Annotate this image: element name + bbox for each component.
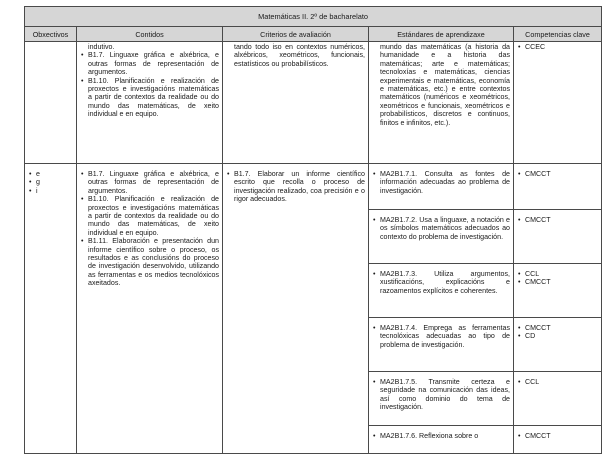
standard-item: • MA2B1.7.6. Reflexiona sobre o: [372, 432, 510, 440]
objective-item: • g: [28, 178, 73, 186]
competence-item: • CMCCT: [517, 170, 598, 178]
criteria-item: • B1.7. Elaborar un informe científico escrito que recolla o proceso de investigación realizado, coa precisión e o rigor adecuados.: [226, 170, 365, 204]
standard-cell: [369, 264, 514, 318]
objective-item: • i: [28, 187, 73, 195]
competences-cell: [514, 426, 602, 454]
contents-item: • B1.10. Planificación e realización de proxectos e investigacións matemáticas a partir de contextos da realidade ou do mundo das matemáticas, de xeito individual e en equipo.: [80, 195, 219, 237]
standard-item: • MA2B1.7.2. Usa a linguaxe, a notación e os símbolos matemáticos adecuados ao contexto do problema de investigación.: [372, 216, 510, 241]
standard-item: • MA2B1.7.3. Utiliza argumentos, xustificacións, explicacións e razoamentos explícitos e coherentes.: [372, 270, 510, 295]
criteria-cell: [223, 164, 369, 454]
competence-item: • CMCCT: [517, 216, 598, 224]
standard-item: • MA2B1.7.4. Emprega as ferramentas tecnolóxicas adecuadas ao tipo de problema de investigación.: [372, 324, 510, 349]
standard-cell: [369, 372, 514, 426]
standards-cell: [369, 42, 514, 164]
curriculum-table: [24, 6, 602, 454]
competences-cell: [514, 210, 602, 264]
contents-lead: indutivo.: [88, 43, 115, 51]
header-competences: Competencias clave: [514, 27, 602, 42]
header-standards: Estándares de aprendizaxe: [369, 27, 514, 42]
objective-item: • e: [28, 170, 73, 178]
table-row: [25, 164, 602, 210]
competence-item: • CMCCT: [517, 432, 598, 440]
competences-cell: [514, 264, 602, 318]
table-title: Matemáticas II. 2º de bacharelato: [25, 7, 602, 27]
contents-cell: [77, 164, 223, 454]
contents-cell: [77, 42, 223, 164]
standard-item: • MA2B1.7.5. Transmite certeza e seguridade na comunicación das ideas, así como dominio do tema de investigación.: [372, 378, 510, 412]
objectives-cell: [25, 42, 77, 164]
criteria-cell: [223, 42, 369, 164]
competences-cell: [514, 372, 602, 426]
standard-cell: [369, 426, 514, 454]
competence-item: • CCL: [517, 378, 598, 386]
header-contents: Contidos: [77, 27, 223, 42]
contents-item: • B1.10. Planificación e realización de proxectos e investigacións matemáticas a partir de contextos da realidade ou do mundo das matemáticas, de xeito individual e en equipo.: [80, 77, 219, 119]
competence-item: • CMCCT: [517, 324, 598, 332]
competence-item: • CCL: [517, 270, 598, 278]
contents-item: • B1.7. Linguaxe gráfica e alxébrica, e outras formas de representación de argumentos.: [80, 170, 219, 195]
table-row: [25, 42, 602, 164]
competence-item: • CD: [517, 332, 598, 340]
competences-cell: [514, 318, 602, 372]
contents-item: • B1.11. Elaboración e presentación dun informe científico sobre o proceso, os resultados e as conclusións do proceso de investigación desenvolvido, utilizando as ferramentas e os medios tecnolóxicos axeitados.: [80, 237, 219, 287]
competences-cell: [514, 42, 602, 164]
standard-cell: [369, 318, 514, 372]
competences-cell: [514, 164, 602, 210]
competence-item: • CCEC: [517, 43, 598, 51]
standard-cell: [369, 164, 514, 210]
competence-item: • CMCCT: [517, 278, 598, 286]
objectives-cell: [25, 164, 77, 454]
standard-item: • MA2B1.7.1. Consulta as fontes de información adecuadas ao problema de investigación.: [372, 170, 510, 195]
contents-item: • B1.7. Linguaxe gráfica e alxébrica, e outras formas de representación de argumentos.: [80, 51, 219, 76]
standards-text: mundo das matemáticas (a historia da humanidade e a historia das matemáticas; arte e matemáticas; tecnoloxías e matemáticas, ciencias experimentais e matemáticas, economía e matemáticas, etc.) e entre contextos matemáticos (numéricos e xeométricos, xeométricos e funcionais, xeométricos e probabilísticos, discretos e continuos, finitos e infinitos, etc.).: [380, 43, 510, 127]
standard-cell: [369, 210, 514, 264]
header-objectives: Obxectivos: [25, 27, 77, 42]
criteria-text: tando todo iso en contextos numéricos, alxébricos, xeométricos, funcionais, estatísticos ou probabilísticos.: [234, 43, 365, 68]
header-criteria: Criterios de avaliación: [223, 27, 369, 42]
